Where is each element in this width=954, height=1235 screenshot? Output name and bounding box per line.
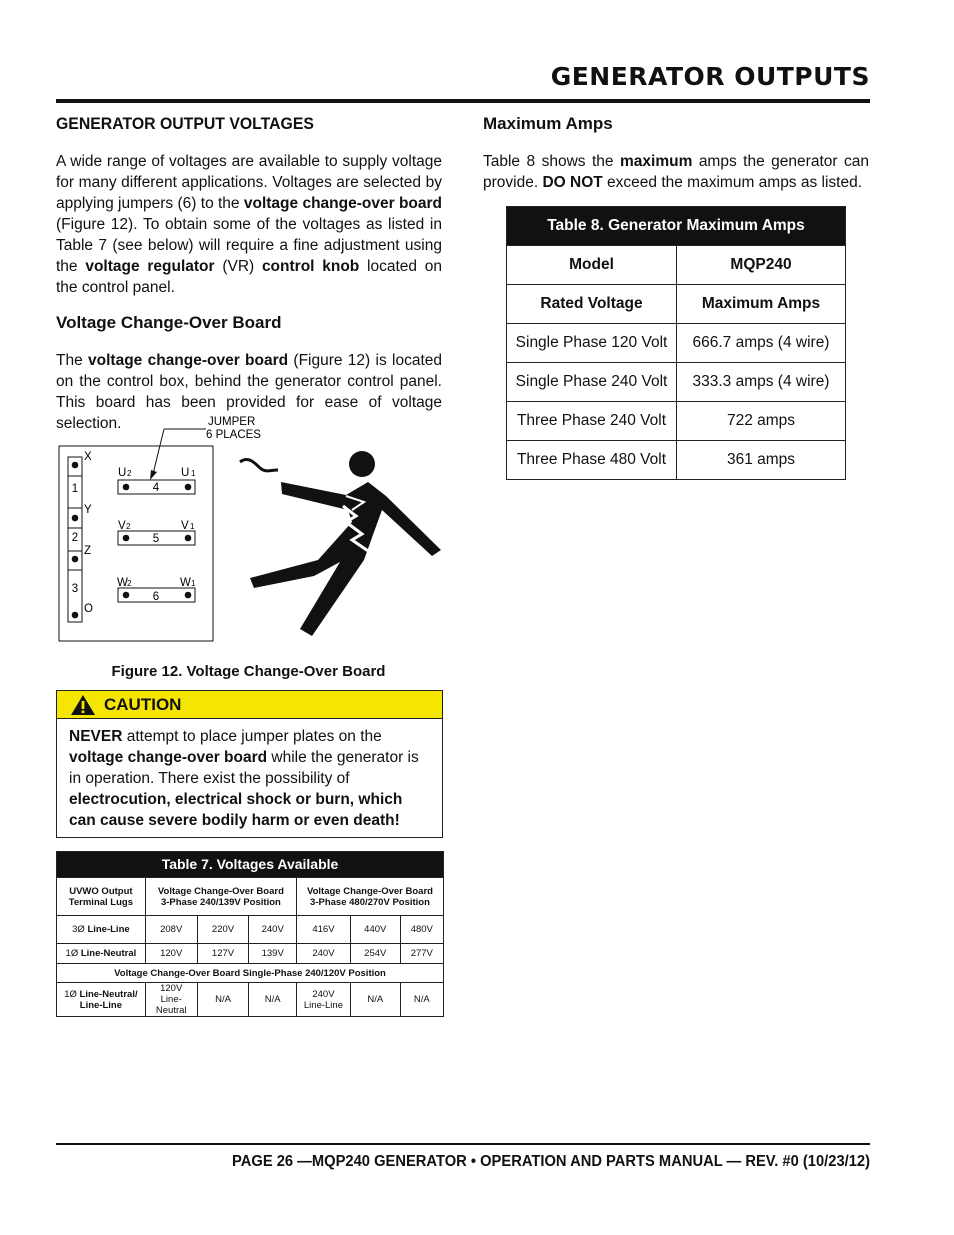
- bold-run: electrocution, electrical shock or burn, which can cause severe bodily harm or even death!: [69, 791, 403, 829]
- terminal-number-2: 2: [71, 532, 79, 544]
- table-cell: 666.7 amps (4 wire): [677, 324, 846, 363]
- text-run: located on the control panel.: [56, 258, 443, 296]
- jumper-v-right: V: [181, 520, 189, 532]
- table-cell: Single Phase 240 Volt: [507, 363, 677, 402]
- terminal-dot: [72, 612, 79, 619]
- table-cell: 240V: [249, 916, 297, 944]
- left-column: [56, 114, 442, 434]
- warning-triangle-icon: [70, 694, 96, 716]
- terminal-letter-x: X: [84, 451, 92, 463]
- header-line: 3-Phase 480/270V Position: [310, 896, 430, 908]
- jumper-v-left-sub: 2: [126, 522, 131, 531]
- table-cell: 277V: [400, 944, 443, 964]
- jumper-number-6: 6: [152, 591, 160, 603]
- terminal-letter-z: Z: [84, 545, 92, 557]
- jumper-v-left: V: [118, 520, 126, 532]
- bold-run: Line-Line: [87, 924, 130, 935]
- table-cell: 333.3 amps (4 wire): [677, 363, 846, 402]
- table-row: [57, 916, 444, 944]
- table-cell: N/A: [400, 983, 443, 1017]
- text-run: (VR): [214, 258, 262, 275]
- cell-line: Line-Line: [303, 999, 343, 1011]
- table-cell: 361 amps: [677, 441, 846, 480]
- text-run: attempt to place jumper plates on the: [122, 728, 382, 745]
- text-run: 1Ø: [64, 988, 80, 1000]
- section-heading-maximum-amps: Maximum Amps: [483, 114, 613, 133]
- page-title: GENERATOR OUTPUTS: [550, 62, 870, 91]
- jumper-w-left-sub: 2: [127, 579, 132, 588]
- bold-run: DO NOT: [542, 174, 603, 191]
- row-label: [57, 916, 146, 944]
- bold-run: Line-Neutral/: [79, 988, 138, 1000]
- jumper-w-right: W: [180, 577, 191, 589]
- table-row: [57, 944, 444, 964]
- maximum-amps-paragraph: [483, 151, 869, 193]
- cell-line: 120V: [160, 983, 183, 994]
- jumper-u-right: U: [181, 467, 190, 479]
- bold-run: maximum: [619, 153, 693, 170]
- table-header-cell: Model: [507, 246, 677, 285]
- text-run: (Figure 12) is located on the control box, behind the generator control panel. This board has been provided for ease of voltage selection.: [56, 352, 442, 432]
- header-line: Terminal Lugs: [68, 896, 134, 908]
- table-7-col-header: [296, 878, 443, 916]
- terminal-letter-y: Y: [84, 504, 92, 516]
- text-run: 1Ø: [65, 948, 81, 959]
- terminal-dot: [72, 462, 79, 469]
- bold-run: control knob: [261, 258, 360, 275]
- text-run: 3Ø: [72, 924, 88, 935]
- table-7-title: Table 7. Voltages Available: [57, 852, 444, 878]
- bold-run: voltage regulator: [85, 258, 215, 275]
- header-line: Voltage Change-Over Board: [306, 885, 433, 897]
- table-cell: 139V: [249, 944, 297, 964]
- table-row: [507, 324, 846, 363]
- table-cell: Three Phase 480 Volt: [507, 441, 677, 480]
- header-line: Voltage Change-Over Board: [157, 885, 284, 897]
- electric-shock-icon: [240, 451, 441, 636]
- table-cell: 254V: [350, 944, 400, 964]
- table-cell: Single Phase 120 Volt: [507, 324, 677, 363]
- jumper-u-left-sub: 2: [127, 469, 132, 478]
- bold-run: NEVER: [69, 728, 123, 745]
- table-row: [507, 402, 846, 441]
- text-run: A wide range of voltages are available to supply voltage for many different applications. Voltages are selected by applying jumpers (6) to the: [56, 153, 442, 212]
- jumper-w-left: W: [117, 577, 128, 589]
- table-cell: 416V: [296, 916, 350, 944]
- header-line: 3-Phase 240/139V Position: [160, 896, 281, 908]
- table-cell: N/A: [249, 983, 297, 1017]
- table-cell: 127V: [197, 944, 249, 964]
- leader-arrow-line: [153, 429, 164, 474]
- caution-label: CAUTION: [104, 695, 182, 714]
- table-row: [57, 964, 444, 983]
- subheading-change-over-board: Voltage Change-Over Board: [56, 313, 282, 332]
- text-run: amps the generator can provide.: [483, 153, 869, 191]
- text-run: (Figure 12). To obtain some of the voltages as listed in Table 7 (see below) will require a fine adjustment using the: [56, 216, 442, 275]
- jumper-u-left: U: [118, 467, 127, 479]
- voltage-change-over-board-figure: [56, 410, 446, 645]
- jumper-u-right-sub: 1: [191, 469, 196, 478]
- arrow-head-icon: [150, 470, 157, 480]
- cell-line: Line-Neutral: [155, 994, 187, 1016]
- table-cell: 480V: [400, 916, 443, 944]
- table-cell: 208V: [145, 916, 197, 944]
- table-cell: 440V: [350, 916, 400, 944]
- caution-box: [56, 690, 443, 838]
- table-row: [507, 441, 846, 480]
- row-label: [57, 944, 146, 964]
- cell-line: 240V: [312, 988, 335, 1000]
- caution-header: [57, 691, 442, 719]
- jumper-w-right-sub: 1: [191, 579, 196, 588]
- terminal-number-1: 1: [71, 483, 79, 495]
- jumper-number-5: 5: [152, 533, 160, 545]
- terminal-letter-o: O: [84, 603, 93, 615]
- table-row: [507, 246, 846, 285]
- table-header-cell: MQP240: [677, 246, 846, 285]
- jumper-v-right-sub: 1: [190, 522, 195, 531]
- row-label: [57, 983, 146, 1017]
- bold-run: voltage change-over board: [69, 749, 268, 766]
- table-cell: 220V: [197, 916, 249, 944]
- jumper-label-line1: JUMPER: [208, 416, 256, 428]
- table-cell: Three Phase 240 Volt: [507, 402, 677, 441]
- section-heading-output-voltages: GENERATOR OUTPUT VOLTAGES: [56, 114, 314, 133]
- terminal-dot: [72, 556, 79, 563]
- table-header-cell: Rated Voltage: [507, 285, 677, 324]
- table-cell: 722 amps: [677, 402, 846, 441]
- bold-run: voltage change-over board: [243, 195, 442, 212]
- table-7-col-header: [145, 878, 296, 916]
- table-7-voltages-available: [56, 851, 444, 1017]
- text-run: The: [56, 352, 89, 369]
- table-cell: [145, 983, 197, 1017]
- text-run: Table 8 shows the: [483, 153, 620, 170]
- table-7-col-header: [57, 878, 146, 916]
- table-header-cell: Maximum Amps: [677, 285, 846, 324]
- bold-run: Line-Line: [79, 999, 123, 1011]
- bold-run: Line-Neutral: [80, 948, 137, 959]
- table-cell: [296, 983, 350, 1017]
- output-voltages-paragraph: [56, 151, 442, 298]
- caution-text: [69, 726, 431, 831]
- title-rule: [56, 99, 870, 103]
- bold-run: voltage change-over board: [88, 352, 289, 369]
- table-8-title: Table 8. Generator Maximum Amps: [507, 207, 846, 246]
- table-row: [507, 363, 846, 402]
- right-column: [483, 114, 869, 193]
- jumper-number-4: 4: [152, 482, 160, 494]
- table-cell: 120V: [145, 944, 197, 964]
- jumper-label-line2: 6 PLACES: [206, 429, 261, 441]
- span-row: Voltage Change-Over Board Single-Phase 240/120V Position: [57, 964, 444, 983]
- table-cell: N/A: [197, 983, 249, 1017]
- terminal-number-3: 3: [71, 583, 79, 595]
- table-cell: 240V: [296, 944, 350, 964]
- page-footer: PAGE 26 —MQP240 GENERATOR • OPERATION AND PARTS MANUAL — REV. #0 (10/23/12): [232, 1153, 870, 1170]
- table-8-generator-maximum-amps: [506, 206, 846, 480]
- table-row: [507, 285, 846, 324]
- footer-rule: [56, 1143, 870, 1145]
- table-row: [57, 983, 444, 1017]
- terminal-dot: [72, 515, 79, 522]
- text-run: while the generator is in operation. There exist the possibility of: [69, 749, 419, 787]
- figure-caption: Figure 12. Voltage Change-Over Board: [111, 663, 386, 680]
- table-cell: N/A: [350, 983, 400, 1017]
- header-line: UVWO Output: [69, 885, 133, 897]
- text-run: exceed the maximum amps as listed.: [602, 174, 863, 191]
